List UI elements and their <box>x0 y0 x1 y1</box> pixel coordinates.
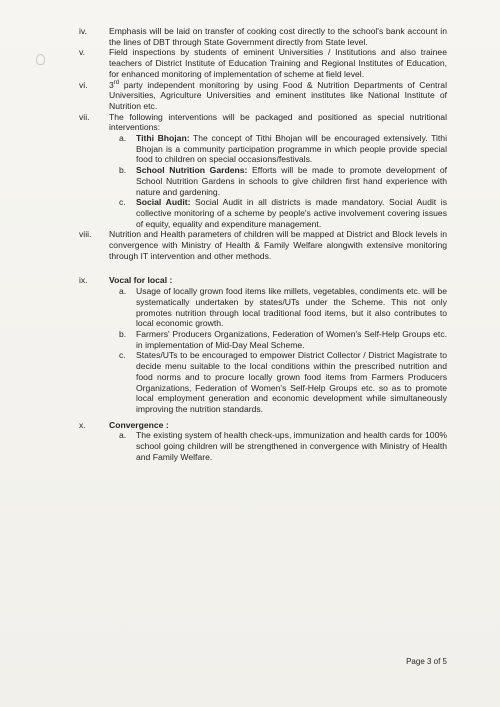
sub-text <box>136 197 447 229</box>
sub-text: Usage of locally grown food items like millets, vegetables, condiments etc. will be systematically undertaken by states/UTs under the Scheme. This not only promotes nutrition through local traditional food items, but it also contributes to local economic growth. <box>136 286 447 329</box>
sub-body: Efforts will be made to promote development of School Nutrition Gardens in schools to give children first hand experience with nature and gardening. <box>136 165 447 197</box>
item-number: v. <box>79 47 86 58</box>
sub-heading: School Nutrition Gardens: <box>136 165 248 176</box>
list-item-iv <box>79 26 447 47</box>
document-body <box>79 26 447 462</box>
item-text <box>109 112 447 230</box>
sub-body: The concept of Tithi Bhojan will be encouraged extensively. Tithi Bhojan is a community participation programme in which people provide special food to children on special occasions/festivals. <box>136 133 447 165</box>
sub-letter: a. <box>119 430 127 441</box>
item-text: Nutrition and Health parameters of children will be mapped at District and Block levels in convergence with Ministry of Health & Family Welfare alongwith extensive monitoring through IT intervention and other methods. <box>109 229 447 261</box>
sub-text <box>136 165 447 197</box>
section-heading-convergence: Convergence : <box>109 419 169 430</box>
item-number: vii. <box>79 111 90 122</box>
ordinal-number: 3 <box>109 79 114 90</box>
sub-heading: Social Audit: <box>136 197 191 208</box>
item-text <box>109 275 447 414</box>
sub-text: Farmers' Producers Organizations, Federation of Women's Self-Help Groups etc. in implementation of Mid-Day Meal Scheme. <box>136 328 447 350</box>
item-text <box>109 80 447 112</box>
spacer <box>105 261 447 275</box>
sub-item-social-audit <box>109 197 447 229</box>
item-number: x. <box>79 419 86 430</box>
page-number: Page 3 of 5 <box>406 657 447 666</box>
sub-item <box>109 430 447 462</box>
sub-letter: c. <box>119 197 126 208</box>
item-intro: The following interventions will be packaged and positioned as special nutritional interventions: <box>109 111 447 133</box>
item-text-rest: party independent monitoring by using Food & Nutrition Departments of Central Universities, Agriculture Universities and eminent institutes like National Institute of Nutrition etc. <box>109 79 447 111</box>
sub-text: The existing system of health check-ups, immunization and health cards for 100% school going children will be strengthened in convergence with Ministry of Health and Family Welfare. <box>136 430 447 462</box>
sub-letter: c. <box>119 350 126 361</box>
punch-hole-mark <box>36 54 45 65</box>
section-heading-vocal-for-local: Vocal for local : <box>109 275 173 286</box>
item-number: ix. <box>79 275 88 286</box>
sub-letter: b. <box>119 165 127 176</box>
sub-letter: b. <box>119 328 127 339</box>
item-number: viii. <box>79 229 92 240</box>
sub-item <box>109 329 447 350</box>
ordinal-suffix: rd <box>113 79 120 86</box>
sub-text: States/UTs to be encouraged to empower District Collector / District Magistrate to decide menu suitable to the local conditions within the prescribed nutrition and food norms and to procure locally grown food items from Farmers Producers Organizations, Federation of Women's Self-Help Groups etc. so as to promote local employment generation and economic development while simultaneously improving the nutrition standards. <box>136 350 447 414</box>
sub-item <box>109 286 447 329</box>
sub-item <box>109 350 447 414</box>
item-text <box>109 420 447 463</box>
item-number: vi. <box>79 79 88 90</box>
sub-letter: a. <box>119 133 127 144</box>
list-item-ix <box>79 275 447 414</box>
list-item-x <box>79 419 447 463</box>
sub-letter: a. <box>119 286 127 297</box>
sub-body: Social Audit in all districts is made mandatory. Social Audit is collective monitoring of a scheme by people's active involvement covering issues of equity, equality and expenditure management. <box>136 197 447 229</box>
list-item-vii <box>79 111 447 230</box>
list-item-v <box>79 47 447 79</box>
sub-item-school-nutrition-gardens <box>109 165 447 197</box>
list-item-viii <box>79 229 447 261</box>
item-text: Emphasis will be laid on transfer of cooking cost directly to the school's bank account in the lines of DBT through State Government directly from State level. <box>109 26 447 47</box>
item-text: Field inspections by students of eminent Universities / Institutions and also trainee teachers of District Institute of Education Training and Regional Institutes of Education, for enhanced monitoring of implementation of scheme at field level. <box>109 47 447 79</box>
sub-text <box>136 133 447 165</box>
item-number: iv. <box>79 26 87 36</box>
sub-heading: Tithi Bhojan: <box>136 133 190 144</box>
sub-item-tithi-bhojan <box>109 133 447 165</box>
list-item-vi <box>79 79 447 112</box>
